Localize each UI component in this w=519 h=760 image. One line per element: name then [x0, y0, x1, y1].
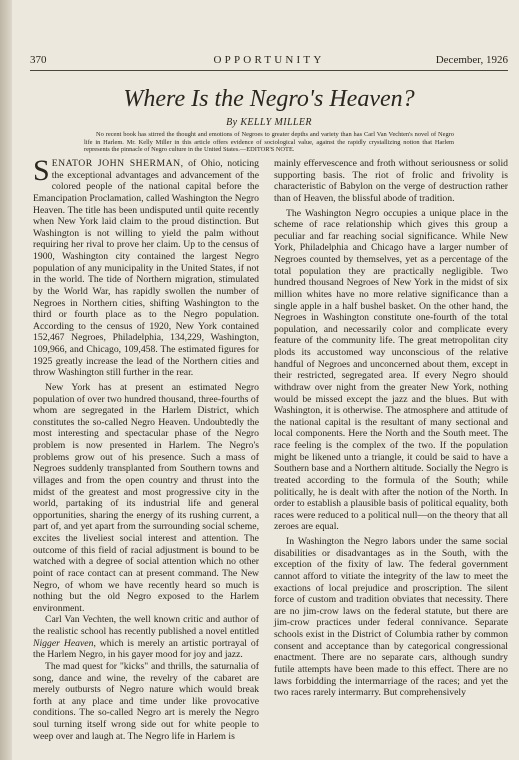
- opening-caps: ENATOR JOHN SHERMAN,: [51, 158, 184, 169]
- paragraph-3-text-b: , which is merely an artistic portrayal of the Harlem Negro, in his gayer mood for joy and jazz.: [33, 637, 259, 661]
- page-number: 370: [30, 54, 47, 66]
- book-title: Nigger Heaven: [33, 637, 94, 649]
- drop-cap: S: [33, 154, 50, 187]
- paragraph-2: New York has at present an estimated Negro population of over two hundred thousand, three-fourths of whom are segregated in the Harlem District, which constitutes the so-called Negro Heaven. Undoubtedly the most interesting and spectacular phase of the Negro problem is now presented in Harlem. The Negro's problems grow out of his presence. Such a mass of Negroes suddenly transplanted from Southern towns and villages and from the open country and thrust into the midst of the greatest and most progressive city in the world, partaking of its industrial life and general opportunities, sharing the energy of its rushing current, a part of, and yet apart from the surrounding social scheme, excites the liveliest social interest and attention. The outcome of this field of racial adjustment is bound to be watched with a degree of social attention which no other point of race contact can at present command. The New Negro, of whom we have recently heard so much is nothing but the old Negro exposed to the Harlem environment.: [33, 381, 259, 614]
- paragraph-1: [33, 154, 259, 379]
- paragraph-6: In Washington the Negro labors under the same social disabilities or disadvantages as in the South, with the exception of the fixity of law. The federal government cannot afford to vitiate the integrity of the law to meet the exactions of local prejudice and proscription. The silent force of custom and tradition obviates that necessity. There are no jim-crow laws on the federal statute, but there are jim-crow practices under federal connivance. Separate schools exist in the District of Columbia rather by common consent and acceptance than by categorical congressional enactment. There are no separate cars, although sundry futile attempts have been made to this effect. There are no laws forbidding the intermarriage of the races; and yet the two races rarely intermarry. But comprehensively: [274, 536, 508, 699]
- paragraph-3: [33, 614, 259, 661]
- paragraph-4-continued: mainly effervescence and froth without seriousness or solid supporting basis. The riot of frolic and frivolity is characteristic of Babylon on the verge of destruction rather than of Heaven, the blissful abode of tradition.: [274, 158, 508, 204]
- paragraph-3-text-a: Carl Van Vechten, the well known critic and author of the realistic school has recently published a novel entitled: [33, 614, 259, 637]
- running-header: [30, 52, 508, 68]
- paragraph-1-text: of Ohio, noticing the exceptional advantages and advancement of the colored people of the national capital before the Emancipation Proclamation, called Washington the Negro Heaven. The title has been undisputed until quite recently when New York laid claim to the proud distinction. But Washington is not willing to yield the palm without requiring her rival to prove her claim. Up to the census of 1900, Washington city contained the largest Negro population of any municipality in the United States, if not in the world. The tide of Northern migration, stimulated by the World War, has rapidly swollen the number of Negroes in Northern cities, shifting Washington to the third or fourth place as to the Negro population. According to the census of 1920, New York contained 152,467 Negroes, Philadelphia, 134,229, Washington, 109,966, and Chicago, 109,458. The estimated figures for 1925 greatly increase the lead of the Northern cities and throw Washington still further in the rear.: [33, 158, 259, 379]
- paragraph-4: The mad quest for "kicks" and thrills, the saturnalia of song, dance and wine, the revelry of the cabaret are merely outbursts of Negro nature which would break forth at any place and time under like provocative conditions. The so-called Negro art is merely the Negro soul turning itself wrong side out for white people to weep over and laugh at. The Negro life in Harlem is: [33, 660, 259, 742]
- article-byline: By KELLY MILLER: [226, 117, 312, 128]
- issue-date: December, 1926: [435, 54, 508, 66]
- paragraph-5: The Washington Negro occupies a unique place in the scheme of race relationship which gives this group a peculiar and far reaching social significance. While New York, Philadelphia and Chicago have a larger number of Negroes counted by themselves, yet as a percentage of the total population they are practically negligible. Two hundred thousand Negroes of New York in the midst of six million whites have no more relative significance than a single apple in a half bushel basket. On the other hand, the Negroes in Washington constitute one-fourth of the total population, and necessarily color and complicate every feature of the community life. The great metropolitan city plods its accustomed way unconscious of the relative handful of Negroes and unconcerned about them, except in their restricted, segregated area. If every Negro should withdraw over night from the greater New York, nothing would be missed except the jazz and the blues. But with Washington, it is otherwise. The atmosphere and attitude of the national capital is the resultant of many sectional and local components. Here the North and the South meet. The race feeling is the complex of the two. If the population might be likened unto a triangle, it could be said to have a Southern base and a Northern altitude. Socially the Negro is treated according to the formula of the South; while politically, he is dealt with after the notion of the North. In order to establish a plausible basis of political equality, both races were reduced to a political null—on the theory that all zeroes are equal.: [274, 207, 508, 533]
- page-spine-shadow: [0, 0, 12, 760]
- article-title: Where Is the Negro's Heaven?: [123, 86, 415, 112]
- left-column: [33, 154, 259, 742]
- editors-note: No recent book has stirred the thought and emotions of Negroes to greater depths and variety than has Carl Van Vechten's novel of Negro life in Harlem. Mr. Kelly Miller in this article offers evidence of sociological value, against the rapidly crystallizing notion that Harlem represents the pinnacle of Negro culture in the United States.—EDITOR'S NOTE.: [84, 131, 454, 154]
- right-column: [274, 158, 508, 699]
- header-rule: [30, 70, 508, 71]
- magazine-name: OPPORTUNITY: [213, 54, 325, 66]
